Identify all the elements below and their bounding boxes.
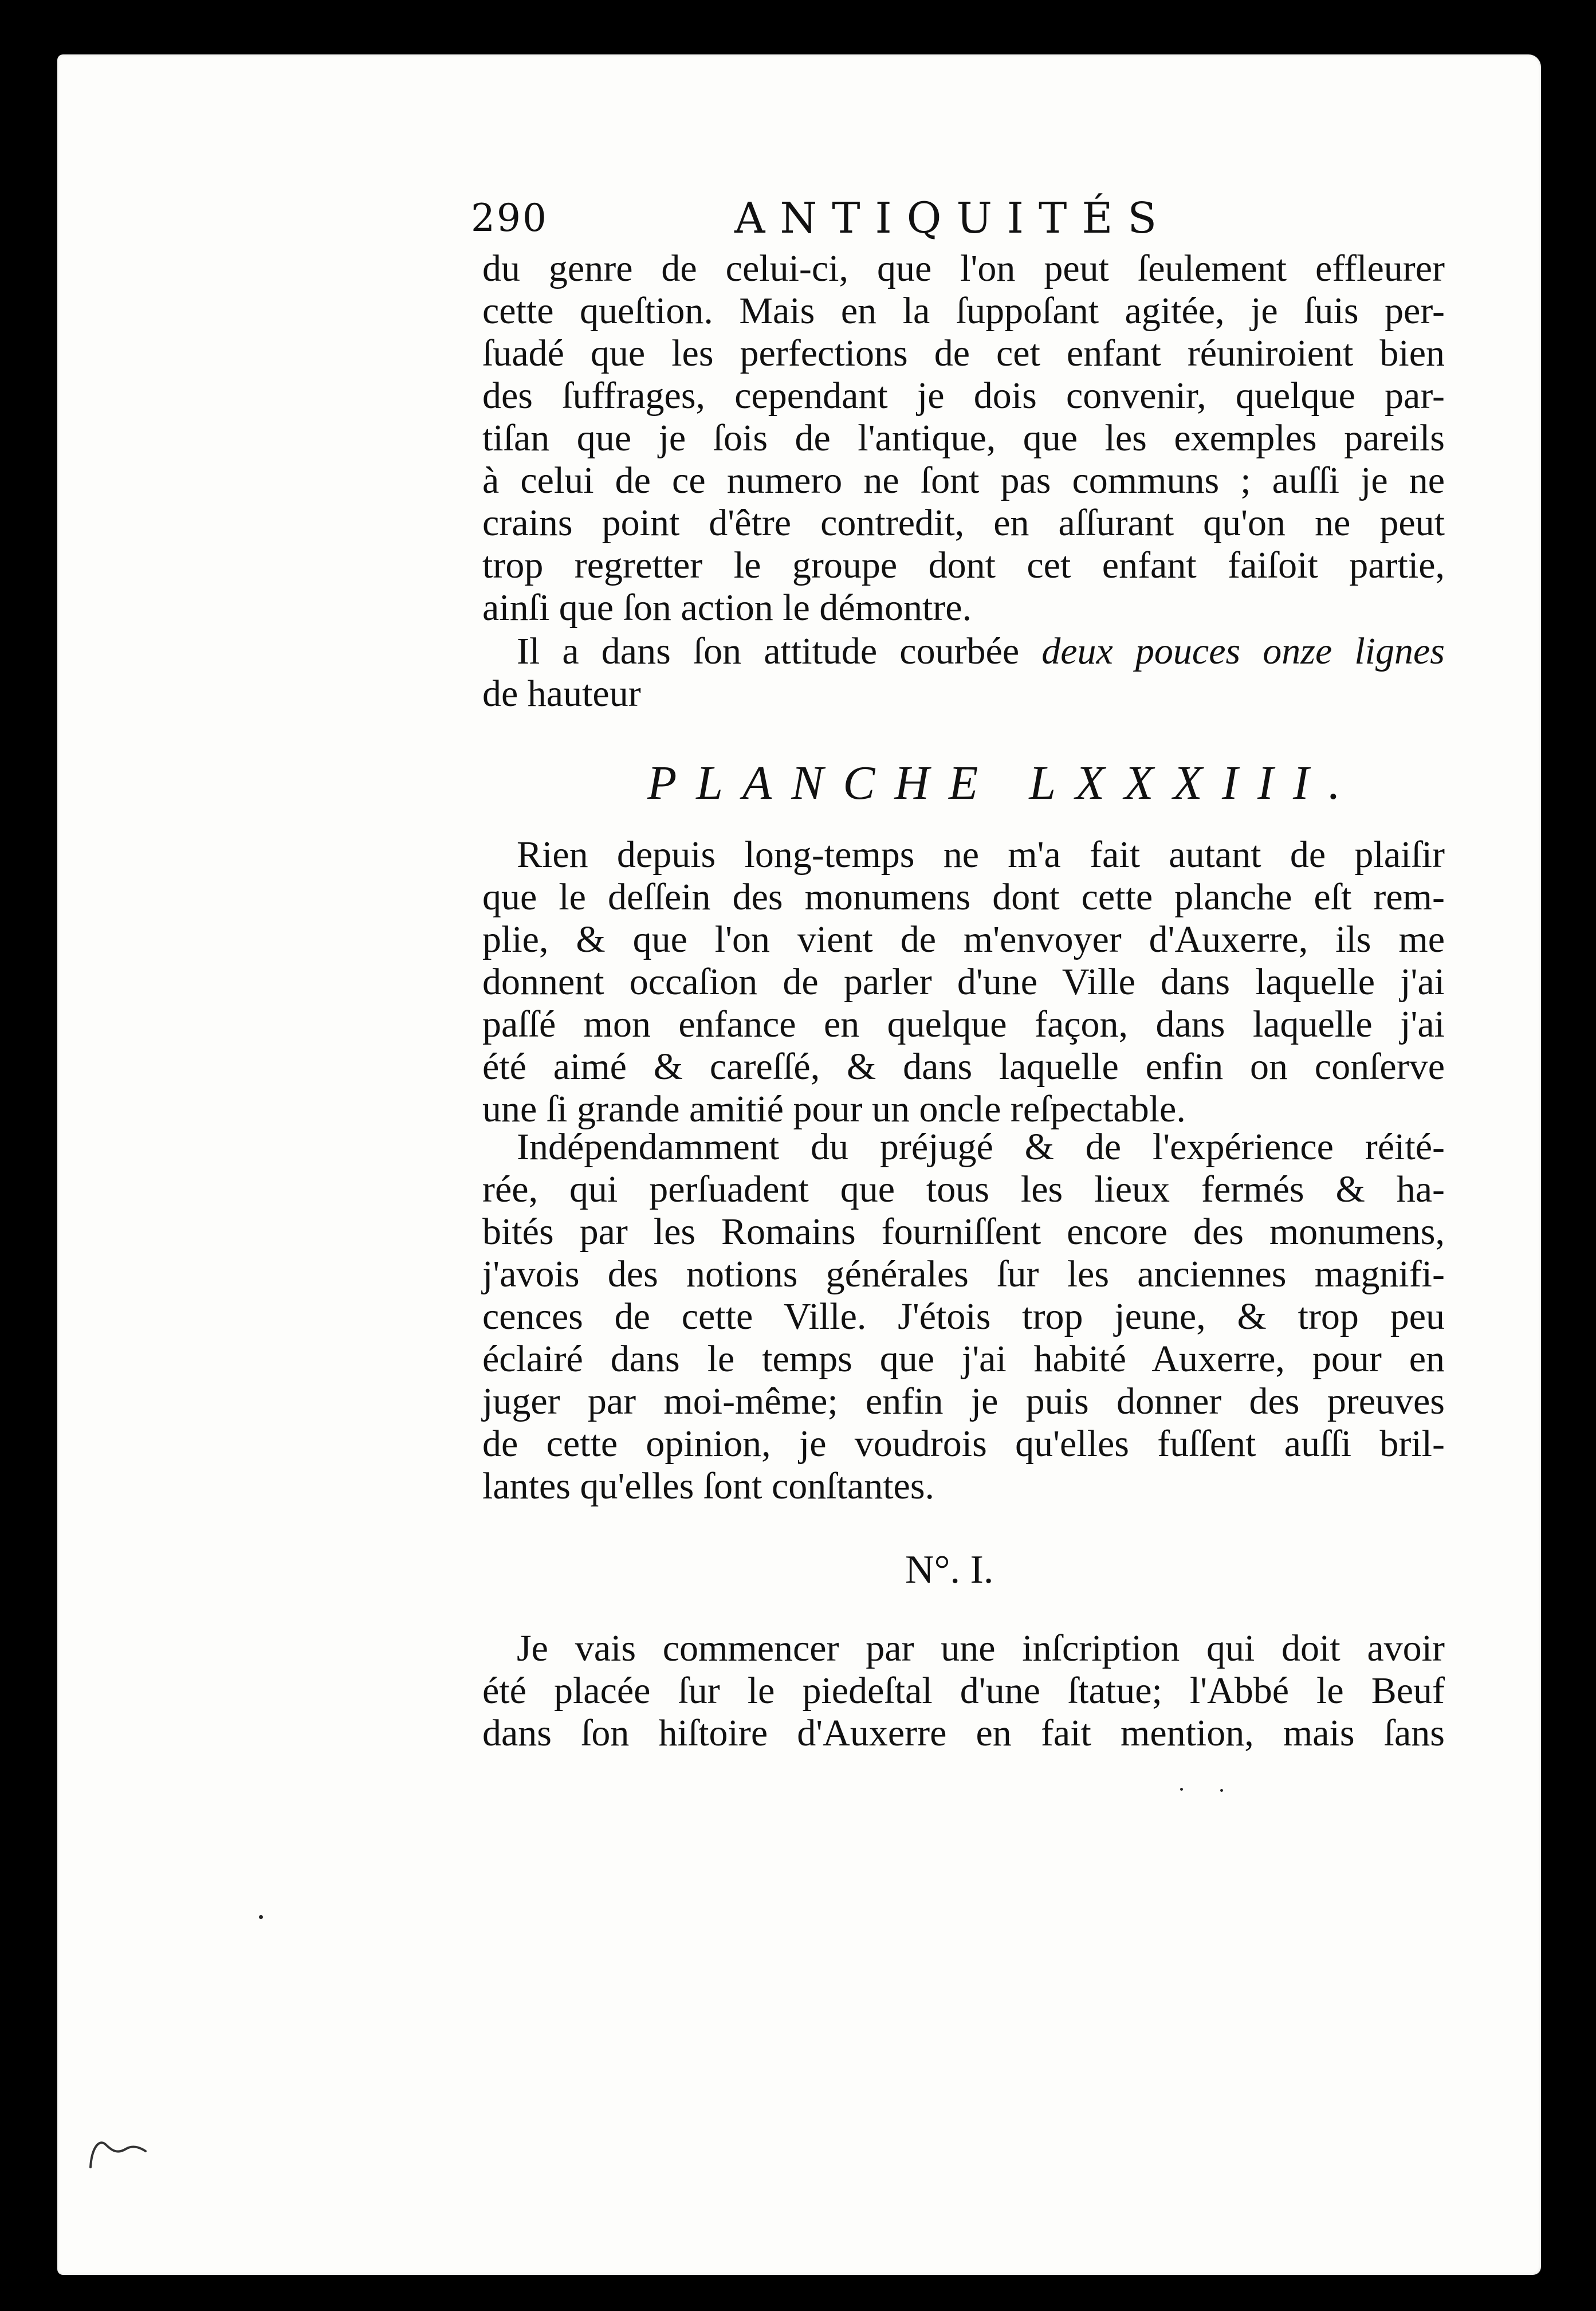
section-heading: N°. I. xyxy=(905,1548,994,1592)
text-line: du genre de celui-ci, que l'on peut ſeulement effleurer xyxy=(482,248,1445,289)
pencil-mark xyxy=(86,2132,149,2172)
ink-speck xyxy=(1180,1788,1183,1791)
text-line: ainſi que ſon action le démontre. xyxy=(482,587,972,629)
paragraph-1 xyxy=(482,248,1445,629)
text-line: bités par les Romains fourniſſent encore des monumens, xyxy=(482,1211,1445,1253)
ink-speck xyxy=(259,1915,263,1919)
measurement-italic: deux pouces onze lignes xyxy=(1041,630,1445,672)
page-number: 290 xyxy=(471,196,548,240)
text-line: éclairé dans le temps que j'ai habité Auxerre, pour en xyxy=(482,1338,1445,1380)
plate-heading: PLANCHE LXXXIII. xyxy=(647,756,1360,810)
text-line: donnent occaſion de parler d'une Ville dans laquelle j'ai xyxy=(482,961,1445,1003)
text-line: j'avois des notions générales ſur les anciennes magnifi- xyxy=(482,1253,1445,1295)
text-line: une ſi grande amitié pour un oncle reſpectable. xyxy=(482,1088,1186,1130)
text-line: ſuadé que les perfections de cet enfant réuniroient bien xyxy=(482,332,1445,374)
text-line: été aimé & careſſé, & dans laquelle enfin on conſerve xyxy=(482,1046,1445,1088)
ink-speck xyxy=(1220,1789,1223,1792)
text-line: de hauteur xyxy=(482,673,641,715)
running-head xyxy=(471,194,1450,245)
text-line xyxy=(482,630,1445,673)
paragraph-3 xyxy=(482,834,1445,1131)
text-line: cette queſtion. Mais en la ſuppoſant agitée, je ſuis per- xyxy=(482,290,1445,332)
text-line: dans ſon hiſtoire d'Auxerre en fait mention, mais ſans xyxy=(482,1712,1445,1754)
text-line: des ſuffrages, cependant je dois convenir, quelque par- xyxy=(482,375,1445,417)
text-line: juger par moi-même; enfin je puis donner des preuves xyxy=(482,1380,1445,1422)
text-line: paſſé mon enfance en quelque façon, dans laquelle j'ai xyxy=(482,1003,1445,1045)
paragraph-4 xyxy=(482,1126,1445,1508)
text-line: Rien depuis long-temps ne m'a fait autant de plaiſir xyxy=(517,834,1445,876)
text-line: été placée ſur le piedeſtal d'une ſtatue; l'Abbé le Beuf xyxy=(482,1670,1445,1712)
text-line: plie, & que l'on vient de m'envoyer d'Auxerre, ils me xyxy=(482,919,1445,960)
text-line: à celui de ce numero ne ſont pas communs ; auſſi je ne xyxy=(482,460,1445,501)
text-line: de cette opinion, je voudrois qu'elles fuſſent auſſi bril- xyxy=(482,1423,1445,1465)
text-line: crains point d'être contredit, en aſſurant qu'on ne peut xyxy=(482,502,1445,544)
paragraph-2 xyxy=(482,630,1445,715)
text-line: Indépendamment du préjugé & de l'expérience réité- xyxy=(517,1126,1445,1168)
text-line: tiſan que je ſois de l'antique, que les exemples pareils xyxy=(482,417,1445,459)
running-title: ANTIQUITÉS xyxy=(734,194,1172,243)
paragraph-5 xyxy=(482,1627,1445,1755)
measurement-intro: Il a dans ſon attitude courbée xyxy=(517,630,1042,672)
text-line: cences de cette Ville. J'étois trop jeune, & trop peu xyxy=(482,1296,1445,1337)
text-line: trop regretter le groupe dont cet enfant faiſoit partie, xyxy=(482,544,1445,586)
text-line: rée, qui perſuadent que tous les lieux fermés & ha- xyxy=(482,1168,1445,1210)
text-line: que le deſſein des monumens dont cette planche eſt rem- xyxy=(482,876,1445,918)
text-line: Je vais commencer par une inſcription qui doit avoir xyxy=(517,1627,1445,1669)
text-line: lantes qu'elles ſont conſtantes. xyxy=(482,1465,935,1507)
